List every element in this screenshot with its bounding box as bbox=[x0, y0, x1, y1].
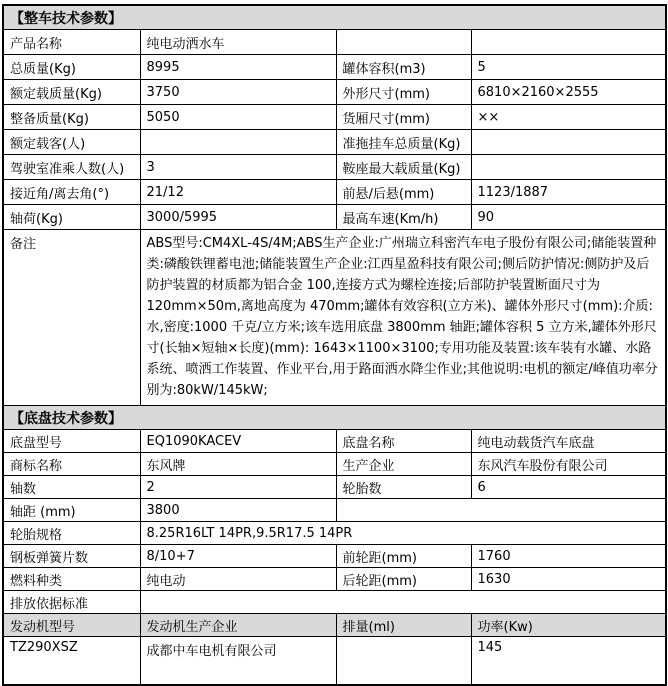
value-axle-load: 3000/5995 bbox=[140, 205, 336, 230]
value-total-mass: 8995 bbox=[140, 55, 336, 80]
label-spring-leaves: 钢板弹簧片数 bbox=[3, 545, 140, 568]
label-approach-departure-angle: 接近角/离去角(°) bbox=[3, 180, 140, 205]
row-rated-passengers bbox=[3, 130, 666, 155]
label-max-speed: 最高车速(Km/h) bbox=[336, 205, 471, 230]
label-emission-standard: 排放依据标准 bbox=[3, 591, 140, 614]
empty-cell bbox=[336, 499, 666, 522]
label-chassis-name: 底盘名称 bbox=[336, 430, 471, 453]
value-trailer-total-mass bbox=[471, 130, 666, 155]
value-curb-weight: 5050 bbox=[140, 105, 336, 130]
value-tire-spec: 8.25R16LT 14PR,9.5R17.5 14PR bbox=[140, 522, 666, 545]
label-remarks: 备注 bbox=[3, 230, 140, 406]
vehicle-spec-table bbox=[2, 4, 667, 686]
value-max-speed: 90 bbox=[471, 205, 666, 230]
label-rated-load: 额定载质量(Kg) bbox=[3, 80, 140, 105]
empty-cell bbox=[471, 30, 666, 55]
label-front-track: 前轮距(mm) bbox=[336, 545, 471, 568]
value-rear-track: 1630 bbox=[471, 568, 666, 591]
label-product-name: 产品名称 bbox=[3, 30, 140, 55]
label-trademark: 商标名称 bbox=[3, 453, 140, 476]
value-product-name: 纯电动洒水车 bbox=[140, 30, 336, 55]
value-engine-model: TZ290XSZ bbox=[3, 637, 140, 686]
value-chassis-model: EQ1090KACEV bbox=[140, 430, 336, 453]
value-overall-dimensions: 6810×2160×2555 bbox=[471, 80, 666, 105]
value-front-track: 1760 bbox=[471, 545, 666, 568]
label-fuel-type: 燃料种类 bbox=[3, 568, 140, 591]
value-rated-passengers bbox=[140, 130, 336, 155]
value-axle-count: 2 bbox=[140, 476, 336, 499]
row-axle-load bbox=[3, 205, 666, 230]
label-trailer-total-mass: 准拖挂车总质量(Kg) bbox=[336, 130, 471, 155]
label-rear-track: 后轮距(mm) bbox=[336, 568, 471, 591]
label-front-rear-overhang: 前悬/后悬(mm) bbox=[336, 180, 471, 205]
label-total-mass: 总质量(Kg) bbox=[3, 55, 140, 80]
value-wheelbase: 3800 bbox=[140, 499, 336, 522]
row-axle-count bbox=[3, 476, 666, 499]
row-trademark bbox=[3, 453, 666, 476]
value-cargo-box-dimensions: ×× bbox=[471, 105, 666, 130]
value-front-rear-overhang: 1123/1887 bbox=[471, 180, 666, 205]
label-tank-volume: 罐体容积(m3) bbox=[336, 55, 471, 80]
row-approach-departure-angle bbox=[3, 180, 666, 205]
label-rated-passengers: 额定载客(人) bbox=[3, 130, 140, 155]
label-axle-load: 轴荷(Kg) bbox=[3, 205, 140, 230]
section-header-vehicle bbox=[3, 5, 666, 30]
label-curb-weight: 整备质量(Kg) bbox=[3, 105, 140, 130]
section-title-vehicle: 【整车技术参数】 bbox=[3, 5, 666, 30]
row-engine-header bbox=[3, 614, 666, 637]
row-emission-standard bbox=[3, 591, 666, 614]
value-saddle-max-load bbox=[471, 155, 666, 180]
row-remarks bbox=[3, 230, 666, 406]
value-spring-leaves: 8/10+7 bbox=[140, 545, 336, 568]
row-engine-data bbox=[3, 637, 666, 686]
row-spring-leaves bbox=[3, 545, 666, 568]
value-displacement bbox=[336, 637, 471, 686]
label-axle-count: 轴数 bbox=[3, 476, 140, 499]
row-total-mass bbox=[3, 55, 666, 80]
header-power: 功率(Kw) bbox=[471, 614, 666, 637]
label-tire-spec: 轮胎规格 bbox=[3, 522, 140, 545]
row-fuel-type bbox=[3, 568, 666, 591]
value-chassis-name: 纯电动载货汽车底盘 bbox=[471, 430, 666, 453]
value-remarks: ABS型号:CM4XL-4S/4M;ABS生产企业:广州瑞立科密汽车电子股份有限公司;储能装置种类:磷酸铁锂蓄电池;储能装置生产企业:江西星盈科技有限公司;侧后防护情况:侧防护及后防护装置的材质都为铝合金 100,连接方式为螺栓连接;后部防护装置断面尺寸为 120mm×50m,离地高度为 470mm;罐体有效容积(立方米)、罐体外形尺寸(mm):介质:水,密度:1000 千克/立方米;该车选用底盘 3800mm 轴距;罐体容积 5 立方米,罐体外形尺寸(长轴×短轴×长度)(mm): 1643×1100×3100;专用功能及装置:该车装有水罐、水路系统、喷洒工作装置、作业平台,用于路面洒水降尘作业;其他说明:电机的额定/峰值功率分别为:80kW/145kW; bbox=[140, 230, 666, 406]
header-engine-model: 发动机型号 bbox=[3, 614, 140, 637]
label-cargo-box-dimensions: 货厢尺寸(mm) bbox=[336, 105, 471, 130]
value-power: 145 bbox=[471, 637, 666, 686]
header-displacement: 排量(ml) bbox=[336, 614, 471, 637]
value-manufacturer: 东风汽车股份有限公司 bbox=[471, 453, 666, 476]
row-wheelbase bbox=[3, 499, 666, 522]
label-manufacturer: 生产企业 bbox=[336, 453, 471, 476]
empty-cell bbox=[336, 30, 471, 55]
row-chassis-model bbox=[3, 430, 666, 453]
label-cab-seating: 驾驶室准乘人数(人) bbox=[3, 155, 140, 180]
section-header-chassis bbox=[3, 406, 666, 430]
value-fuel-type: 纯电动 bbox=[140, 568, 336, 591]
value-tank-volume: 5 bbox=[471, 55, 666, 80]
label-overall-dimensions: 外形尺寸(mm) bbox=[336, 80, 471, 105]
value-tire-count: 6 bbox=[471, 476, 666, 499]
row-tire-spec bbox=[3, 522, 666, 545]
label-tire-count: 轮胎数 bbox=[336, 476, 471, 499]
value-trademark: 东风牌 bbox=[140, 453, 336, 476]
section-title-chassis: 【底盘技术参数】 bbox=[3, 406, 666, 430]
row-cab-seating bbox=[3, 155, 666, 180]
value-approach-departure-angle: 21/12 bbox=[140, 180, 336, 205]
label-chassis-model: 底盘型号 bbox=[3, 430, 140, 453]
label-wheelbase: 轴距 (mm) bbox=[3, 499, 140, 522]
value-emission-standard bbox=[140, 591, 666, 614]
value-rated-load: 3750 bbox=[140, 80, 336, 105]
row-rated-load bbox=[3, 80, 666, 105]
row-product-name bbox=[3, 30, 666, 55]
row-curb-weight bbox=[3, 105, 666, 130]
header-engine-manufacturer: 发动机生产企业 bbox=[140, 614, 336, 637]
value-cab-seating: 3 bbox=[140, 155, 336, 180]
label-saddle-max-load: 鞍座最大载质量(Kg) bbox=[336, 155, 471, 180]
value-engine-manufacturer: 成都中车电机有限公司 bbox=[140, 637, 336, 686]
